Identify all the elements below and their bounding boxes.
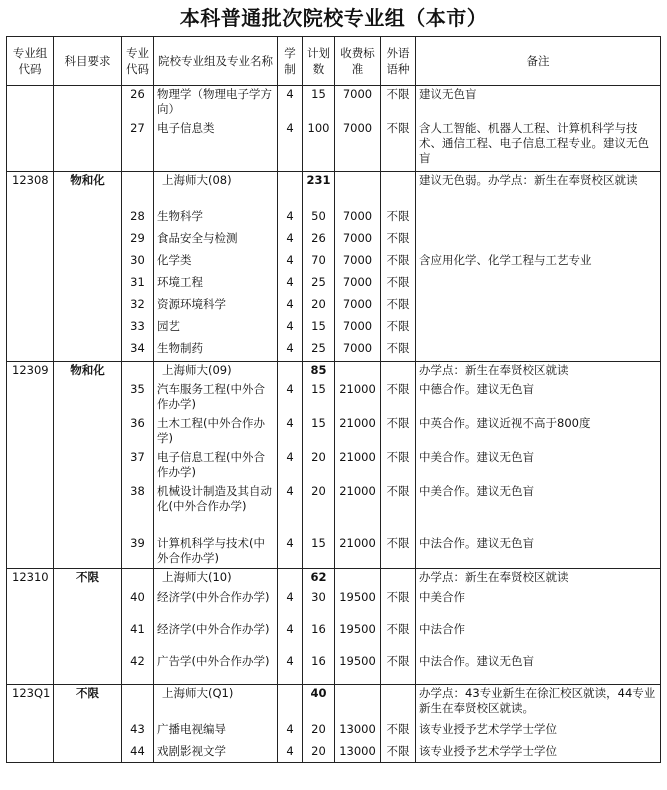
- header-row: [7, 37, 661, 86]
- years-cell: 4: [278, 621, 303, 653]
- note-cell: 中美合作: [416, 589, 661, 621]
- major-name-cell: 物理学（物理电子学方向）: [154, 86, 278, 120]
- lang-cell: 不限: [381, 252, 416, 274]
- header-plan: 计划数: [303, 37, 335, 86]
- subject-req-cell: [54, 208, 122, 230]
- table-row: [7, 721, 661, 743]
- note-cell: 含应用化学、化学工程与工艺专业: [416, 252, 661, 274]
- fee-cell: 7000: [335, 230, 381, 252]
- note-cell: 中法合作: [416, 621, 661, 653]
- years-cell: 4: [278, 208, 303, 230]
- major-code-cell: 36: [122, 415, 154, 449]
- group-code-cell: [7, 252, 54, 274]
- table-row: [7, 318, 661, 340]
- lang-cell: 不限: [381, 381, 416, 415]
- major-name-cell: 计算机科学与技术(中外合作办学): [154, 535, 278, 569]
- fee-cell: 19500: [335, 653, 381, 685]
- major-code-cell: 39: [122, 535, 154, 569]
- note-cell: 建议无色盲: [416, 86, 661, 120]
- table-row: [7, 208, 661, 230]
- header-years: 学制: [278, 37, 303, 86]
- group-row: [7, 362, 661, 381]
- major-name-cell: 园艺: [154, 318, 278, 340]
- note-cell: 含人工智能、机器人工程、计算机科学与技术、通信工程、电子信息工程专业。建议无色盲: [416, 120, 661, 172]
- table-row: [7, 483, 661, 535]
- note-cell: 该专业授予艺术学学士学位: [416, 743, 661, 763]
- subject-req-cell: [54, 318, 122, 340]
- lang-cell: 不限: [381, 483, 416, 535]
- major-name-cell: 汽车服务工程(中外合作办学): [154, 381, 278, 415]
- major-code-cell: [122, 569, 154, 589]
- major-code-cell: 35: [122, 381, 154, 415]
- plan-cell: 100: [303, 120, 335, 172]
- lang-cell: 不限: [381, 589, 416, 621]
- plan-cell: 30: [303, 589, 335, 621]
- major-code-cell: 27: [122, 120, 154, 172]
- lang-cell: 不限: [381, 230, 416, 252]
- major-name-cell: 广告学(中外合作办学): [154, 653, 278, 685]
- subject-req-cell: [54, 252, 122, 274]
- major-name-cell: 经济学(中外合作办学): [154, 589, 278, 621]
- subject-req-cell: [54, 653, 122, 685]
- lang-cell: 不限: [381, 274, 416, 296]
- major-name-cell: 生物制药: [154, 340, 278, 362]
- lang-cell: 不限: [381, 120, 416, 172]
- years-cell: 4: [278, 120, 303, 172]
- table-row: [7, 296, 661, 318]
- table-row: [7, 340, 661, 362]
- lang-cell: [381, 362, 416, 381]
- note-cell: 中法合作。建议无色盲: [416, 535, 661, 569]
- lang-cell: 不限: [381, 743, 416, 763]
- years-cell: 4: [278, 230, 303, 252]
- major-code-cell: 43: [122, 721, 154, 743]
- table-row: [7, 230, 661, 252]
- group-row: [7, 569, 661, 589]
- table-row: [7, 743, 661, 763]
- major-code-cell: 38: [122, 483, 154, 535]
- years-cell: 4: [278, 296, 303, 318]
- group-code-cell: [7, 230, 54, 252]
- years-cell: [278, 685, 303, 721]
- table-row: [7, 589, 661, 621]
- lang-cell: [381, 685, 416, 721]
- plan-cell: 15: [303, 381, 335, 415]
- group-code-cell: [7, 340, 54, 362]
- plan-cell: 20: [303, 743, 335, 763]
- table-body: [7, 86, 661, 763]
- fee-cell: 21000: [335, 535, 381, 569]
- fee-cell: 19500: [335, 621, 381, 653]
- group-code-cell: [7, 721, 54, 743]
- group-code-cell: [7, 449, 54, 483]
- major-name-cell: 广播电视编导: [154, 721, 278, 743]
- note-cell: [416, 340, 661, 362]
- note-cell: [416, 230, 661, 252]
- fee-cell: 7000: [335, 340, 381, 362]
- major-name-cell: 上海师大(10): [154, 569, 278, 589]
- subject-req-cell: [54, 535, 122, 569]
- table-row: [7, 120, 661, 172]
- subject-req-cell: [54, 721, 122, 743]
- plan-cell: 20: [303, 449, 335, 483]
- table-row: [7, 621, 661, 653]
- admission-table: [6, 36, 661, 763]
- subject-req-cell: [54, 483, 122, 535]
- fee-cell: 7000: [335, 318, 381, 340]
- note-cell: [416, 318, 661, 340]
- major-code-cell: 33: [122, 318, 154, 340]
- fee-cell: [335, 362, 381, 381]
- plan-cell: 85: [303, 362, 335, 381]
- fee-cell: 7000: [335, 208, 381, 230]
- note-cell: [416, 274, 661, 296]
- fee-cell: [335, 685, 381, 721]
- fee-cell: 13000: [335, 721, 381, 743]
- note-cell: 办学点：43专业新生在徐汇校区就读，44专业新生在奉贤校区就读。: [416, 685, 661, 721]
- note-cell: 中美合作。建议无色盲: [416, 449, 661, 483]
- subject-req-cell: [54, 86, 122, 120]
- fee-cell: 7000: [335, 120, 381, 172]
- years-cell: 4: [278, 415, 303, 449]
- subject-req-cell: 物和化: [54, 362, 122, 381]
- years-cell: 4: [278, 743, 303, 763]
- years-cell: [278, 569, 303, 589]
- major-code-cell: 26: [122, 86, 154, 120]
- fee-cell: 21000: [335, 381, 381, 415]
- fee-cell: 13000: [335, 743, 381, 763]
- fee-cell: 7000: [335, 274, 381, 296]
- table-row: [7, 449, 661, 483]
- note-cell: 办学点：新生在奉贤校区就读: [416, 362, 661, 381]
- lang-cell: 不限: [381, 621, 416, 653]
- major-name-cell: 资源环境科学: [154, 296, 278, 318]
- years-cell: [278, 362, 303, 381]
- header-subject-req: 科目要求: [54, 37, 122, 86]
- note-cell: 建议无色弱。办学点：新生在奉贤校区就读: [416, 172, 661, 208]
- plan-cell: 15: [303, 318, 335, 340]
- lang-cell: 不限: [381, 653, 416, 685]
- major-code-cell: 37: [122, 449, 154, 483]
- subject-req-cell: [54, 274, 122, 296]
- fee-cell: 21000: [335, 449, 381, 483]
- table-row: [7, 535, 661, 569]
- major-code-cell: 44: [122, 743, 154, 763]
- header-lang: 外语语种: [381, 37, 416, 86]
- subject-req-cell: [54, 340, 122, 362]
- group-code-cell: [7, 535, 54, 569]
- lang-cell: 不限: [381, 318, 416, 340]
- note-cell: 中德合作。建议无色盲: [416, 381, 661, 415]
- note-cell: 该专业授予艺术学学士学位: [416, 721, 661, 743]
- lang-cell: 不限: [381, 721, 416, 743]
- subject-req-cell: [54, 120, 122, 172]
- group-code-cell: [7, 381, 54, 415]
- lang-cell: 不限: [381, 340, 416, 362]
- note-cell: 中美合作。建议无色盲: [416, 483, 661, 535]
- major-name-cell: 土木工程(中外合作办学): [154, 415, 278, 449]
- years-cell: 4: [278, 381, 303, 415]
- group-code-cell: [7, 743, 54, 763]
- plan-cell: 50: [303, 208, 335, 230]
- plan-cell: 16: [303, 653, 335, 685]
- major-code-cell: 30: [122, 252, 154, 274]
- plan-cell: 20: [303, 296, 335, 318]
- note-cell: [416, 208, 661, 230]
- major-code-cell: 28: [122, 208, 154, 230]
- major-name-cell: 生物科学: [154, 208, 278, 230]
- plan-cell: 15: [303, 86, 335, 120]
- fee-cell: 19500: [335, 589, 381, 621]
- fee-cell: 21000: [335, 483, 381, 535]
- major-name-cell: 化学类: [154, 252, 278, 274]
- years-cell: 4: [278, 252, 303, 274]
- fee-cell: [335, 172, 381, 208]
- table-row: [7, 415, 661, 449]
- lang-cell: 不限: [381, 449, 416, 483]
- header-fee: 收费标准: [335, 37, 381, 86]
- plan-cell: 62: [303, 569, 335, 589]
- note-cell: 中英合作。建议近视不高于800度: [416, 415, 661, 449]
- fee-cell: 7000: [335, 86, 381, 120]
- table-row: [7, 274, 661, 296]
- subject-req-cell: [54, 415, 122, 449]
- plan-cell: 40: [303, 685, 335, 721]
- header-group-major-name: 院校专业组及专业名称: [154, 37, 278, 86]
- lang-cell: 不限: [381, 296, 416, 318]
- major-code-cell: 31: [122, 274, 154, 296]
- lang-cell: 不限: [381, 535, 416, 569]
- major-name-cell: 环境工程: [154, 274, 278, 296]
- major-name-cell: 上海师大(09): [154, 362, 278, 381]
- group-row: [7, 685, 661, 721]
- subject-req-cell: 不限: [54, 685, 122, 721]
- years-cell: 4: [278, 318, 303, 340]
- group-code-cell: [7, 296, 54, 318]
- years-cell: 4: [278, 86, 303, 120]
- major-name-cell: 上海师大(Q1): [154, 685, 278, 721]
- fee-cell: 21000: [335, 415, 381, 449]
- major-code-cell: [122, 362, 154, 381]
- major-name-cell: 食品安全与检测: [154, 230, 278, 252]
- years-cell: 4: [278, 340, 303, 362]
- plan-cell: 26: [303, 230, 335, 252]
- major-name-cell: 电子信息类: [154, 120, 278, 172]
- plan-cell: 231: [303, 172, 335, 208]
- plan-cell: 25: [303, 340, 335, 362]
- subject-req-cell: [54, 296, 122, 318]
- major-code-cell: 40: [122, 589, 154, 621]
- plan-cell: 20: [303, 483, 335, 535]
- subject-req-cell: [54, 230, 122, 252]
- table-row: [7, 252, 661, 274]
- subject-req-cell: 不限: [54, 569, 122, 589]
- major-code-cell: 34: [122, 340, 154, 362]
- group-code-cell: [7, 653, 54, 685]
- note-cell: 中法合作。建议无色盲: [416, 653, 661, 685]
- group-code-cell: [7, 208, 54, 230]
- group-code-cell: [7, 318, 54, 340]
- header-group-code: 专业组代码: [7, 37, 54, 86]
- plan-cell: 15: [303, 415, 335, 449]
- plan-cell: 25: [303, 274, 335, 296]
- table-row: [7, 381, 661, 415]
- years-cell: 4: [278, 535, 303, 569]
- major-name-cell: 上海师大(08): [154, 172, 278, 208]
- subject-req-cell: [54, 743, 122, 763]
- group-row: [7, 172, 661, 208]
- table-row: [7, 86, 661, 120]
- note-cell: 办学点：新生在奉贤校区就读: [416, 569, 661, 589]
- group-code-cell: [7, 483, 54, 535]
- note-cell: [416, 296, 661, 318]
- years-cell: 4: [278, 721, 303, 743]
- years-cell: 4: [278, 653, 303, 685]
- plan-cell: 15: [303, 535, 335, 569]
- major-name-cell: 戏剧影视文学: [154, 743, 278, 763]
- group-code-cell: 12309: [7, 362, 54, 381]
- group-code-cell: [7, 86, 54, 120]
- group-code-cell: [7, 415, 54, 449]
- group-code-cell: [7, 621, 54, 653]
- major-name-cell: 机械设计制造及其自动化(中外合作办学): [154, 483, 278, 535]
- major-code-cell: 32: [122, 296, 154, 318]
- subject-req-cell: 物和化: [54, 172, 122, 208]
- subject-req-cell: [54, 449, 122, 483]
- lang-cell: 不限: [381, 208, 416, 230]
- subject-req-cell: [54, 381, 122, 415]
- group-code-cell: [7, 120, 54, 172]
- lang-cell: 不限: [381, 415, 416, 449]
- header-note: 备注: [416, 37, 661, 86]
- group-code-cell: [7, 589, 54, 621]
- plan-cell: 20: [303, 721, 335, 743]
- fee-cell: 7000: [335, 252, 381, 274]
- fee-cell: [335, 569, 381, 589]
- lang-cell: [381, 569, 416, 589]
- lang-cell: [381, 172, 416, 208]
- plan-cell: 70: [303, 252, 335, 274]
- group-code-cell: 12308: [7, 172, 54, 208]
- group-code-cell: [7, 274, 54, 296]
- years-cell: 4: [278, 589, 303, 621]
- subject-req-cell: [54, 589, 122, 621]
- major-code-cell: [122, 172, 154, 208]
- page-title: 本科普通批次院校专业组（本市）: [179, 6, 488, 30]
- major-name-cell: 电子信息工程(中外合作办学): [154, 449, 278, 483]
- major-code-cell: [122, 685, 154, 721]
- fee-cell: 7000: [335, 296, 381, 318]
- subject-req-cell: [54, 621, 122, 653]
- group-code-cell: 12310: [7, 569, 54, 589]
- group-code-cell: 123Q1: [7, 685, 54, 721]
- years-cell: 4: [278, 449, 303, 483]
- major-code-cell: 41: [122, 621, 154, 653]
- lang-cell: 不限: [381, 86, 416, 120]
- major-name-cell: 经济学(中外合作办学): [154, 621, 278, 653]
- major-code-cell: 42: [122, 653, 154, 685]
- years-cell: [278, 172, 303, 208]
- plan-cell: 16: [303, 621, 335, 653]
- major-code-cell: 29: [122, 230, 154, 252]
- header-major-code: 专业代码: [122, 37, 154, 86]
- table-row: [7, 653, 661, 685]
- years-cell: 4: [278, 274, 303, 296]
- years-cell: 4: [278, 483, 303, 535]
